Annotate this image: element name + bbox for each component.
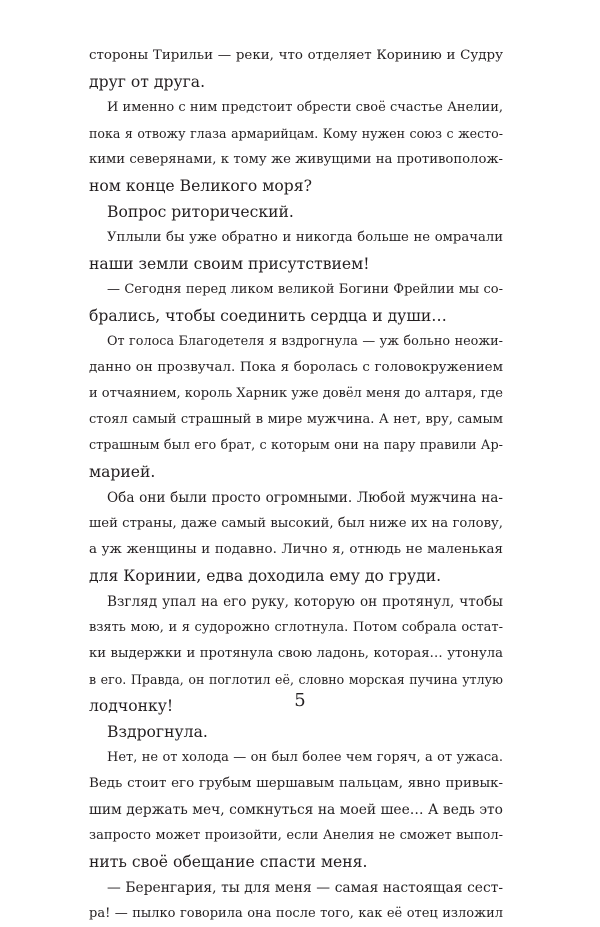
text-line: друг от друга.	[89, 73, 206, 91]
page-number: 5	[294, 690, 306, 711]
text-line: взять мою, и я судорожно сглотнула. Потом собрала остат-	[89, 620, 503, 635]
text-line: Ведь стоит его грубым шершавым пальцам, явно привык-	[89, 776, 503, 791]
text-line: стоял самый страшный в мире мужчина. А нет, вру, самым	[89, 412, 503, 427]
text-line: для Коринии, едва доходила ему до груди.	[89, 567, 442, 585]
text-line: И именно с ним предстоит обрести своё счастье Анелии,	[107, 100, 503, 115]
text-line: данно он прозвучал. Пока я боролась с головокружением	[89, 360, 503, 375]
text-line: марией.	[89, 463, 156, 481]
text-line: ки выдержки и протянула свою ладонь, которая… утонула	[89, 646, 503, 661]
text-line: Взгляд упал на его руку, которую он протянул, чтобы	[107, 594, 503, 610]
text-line: запросто может произойти, если Анелия не сможет выпол-	[89, 828, 503, 843]
text-line: страшным был его брат, с которым они на пару правили Ар-	[89, 438, 503, 453]
text-line: кими северянами, к тому же живущими на противополож-	[89, 152, 503, 167]
text-line: а уж женщины и подавно. Лично я, отнюдь не маленькая	[89, 542, 503, 557]
text-line: шим держать меч, сомкнуться на моей шее… А ведь это	[89, 802, 503, 818]
text-line: в его. Правда, он поглотил её, словно морская пучина утлую	[89, 672, 503, 687]
text-line: пока я отвожу глаза армарийцам. Кому нужен союз с жесто-	[89, 126, 503, 141]
body-text	[89, 43, 503, 927]
text-line: брались, чтобы соединить сердца и души…	[89, 307, 447, 325]
text-line: — Беренгария, ты для меня — самая настоящая сест-	[107, 880, 503, 896]
text-line: Уплыли бы уже обратно и никогда больше не омрачали	[107, 230, 503, 245]
text-line: шей страны, даже самый высокий, был ниже их на голову,	[89, 516, 503, 531]
text-line: Вздрогнула.	[107, 723, 208, 741]
text-line: стороны Тирильи — реки, что отделяет Коринию и Судру	[89, 48, 503, 63]
text-line: — Сегодня перед ликом великой Богини Фрейлии мы со-	[107, 282, 503, 297]
text-line: ра! — пылко говорила она после того, как её отец изложил	[89, 906, 503, 921]
text-line: Оба они были просто огромными. Любой мужчина на-	[107, 490, 503, 506]
text-line: От голоса Благодетеля я вздрогнула — уж больно неожи-	[107, 334, 503, 349]
text-line: наши земли своим присутствием!	[89, 255, 370, 273]
text-line: и отчаянием, король Харник уже довёл меня до алтаря, где	[89, 386, 503, 401]
text-line: Вопрос риторический.	[107, 203, 294, 221]
text-line: Нет, не от холода — он был более чем горяч, а от ужаса.	[107, 750, 503, 765]
text-line: лодчонку!	[89, 697, 174, 715]
text-line: ном конце Великого моря?	[89, 177, 312, 195]
text-line: нить своё обещание спасти меня.	[89, 853, 368, 871]
